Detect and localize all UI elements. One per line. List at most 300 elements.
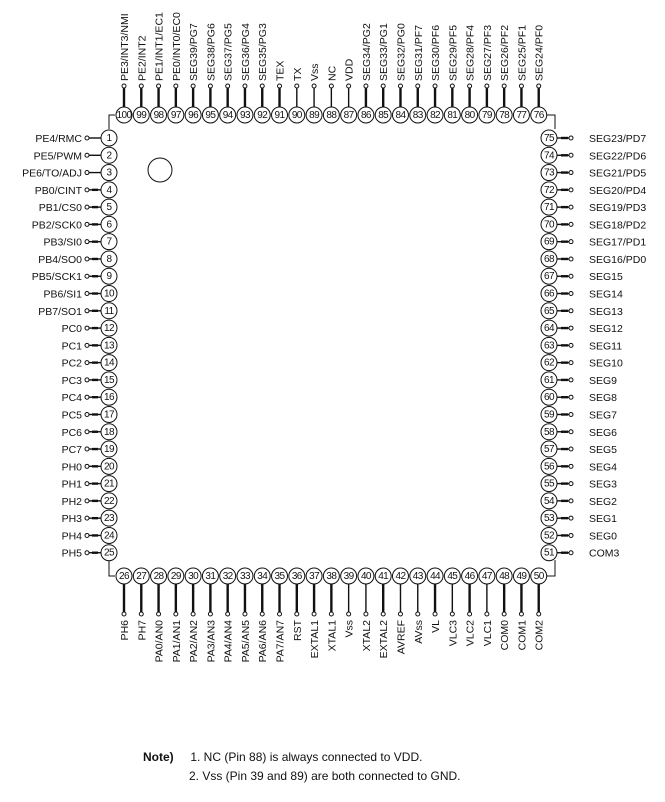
pin-terminal <box>468 612 472 616</box>
pin-number: 90 <box>291 110 302 121</box>
pin-38 <box>323 568 339 651</box>
pin-7 <box>43 234 117 250</box>
pin-terminal <box>278 612 282 616</box>
pin-94 <box>220 23 236 123</box>
pin-100 <box>116 13 132 123</box>
pin-label: PE4/RMC <box>35 133 82 145</box>
pin-13 <box>62 337 117 353</box>
pin-number: 38 <box>326 571 337 582</box>
pin-label: PH7 <box>136 620 149 641</box>
pin-label: PC2 <box>61 357 82 370</box>
pin-4 <box>35 182 117 198</box>
pin-label: XTAL2 <box>360 620 373 652</box>
pin-terminal <box>537 612 541 616</box>
pin-2 <box>34 147 117 163</box>
pin-number: 12 <box>104 323 114 335</box>
pin-number: 53 <box>544 513 554 525</box>
pin-20 <box>62 458 117 474</box>
pin-label: SEG30/PF6 <box>430 24 443 81</box>
pin-46 <box>462 568 478 646</box>
pin-93 <box>237 23 253 123</box>
pin-label: PB2/SCK0 <box>31 219 82 232</box>
pin-label: PB7/SO1 <box>38 305 82 318</box>
pin-terminal <box>226 84 230 88</box>
pin-label: SEG9 <box>589 374 618 387</box>
pin-65 <box>541 303 623 319</box>
pin-67 <box>541 268 623 284</box>
pin-label: SEG37/PG5 <box>222 23 235 81</box>
chip-outline-top-right <box>547 115 555 129</box>
pin-73 <box>541 165 646 181</box>
pin-90 <box>289 68 305 123</box>
pin-label: PA6/AN6 <box>257 620 270 663</box>
pin-label: PC5 <box>61 409 82 422</box>
pin-terminal <box>85 326 89 330</box>
pin-number: 95 <box>205 110 216 121</box>
pin-label: SEG24/PF0 <box>533 24 546 81</box>
pin-number: 43 <box>412 571 423 582</box>
pin-terminal <box>85 361 89 365</box>
pin-30 <box>185 568 201 662</box>
pin-number: 3 <box>106 167 112 179</box>
pin-69 <box>541 234 646 250</box>
pin-75 <box>541 130 646 146</box>
pin-terminal <box>139 84 143 88</box>
pin-17 <box>62 406 117 422</box>
pin-number: 65 <box>544 305 554 317</box>
pin-10 <box>43 286 117 302</box>
pin-45 <box>444 568 460 646</box>
pin-number: 54 <box>544 495 554 507</box>
pin-label: COM0 <box>499 620 512 651</box>
pin-76 <box>531 25 547 123</box>
pin-number: 6 <box>106 219 112 231</box>
pin-number: 82 <box>430 110 441 121</box>
pin-number: 36 <box>291 571 302 582</box>
pin-terminal <box>569 447 573 451</box>
pin-terminal <box>450 612 454 616</box>
pin-terminal <box>122 84 126 88</box>
pin-number: 68 <box>544 253 554 265</box>
pin-86 <box>358 23 374 123</box>
pin-terminal <box>208 84 212 88</box>
pin-label: PA1/AN1 <box>170 620 183 663</box>
pin-number: 84 <box>395 110 406 121</box>
pin-terminal <box>85 222 89 226</box>
pin-terminal <box>85 430 89 434</box>
pin-78 <box>496 25 512 123</box>
pin-number: 21 <box>104 478 114 490</box>
pin-terminal <box>139 612 143 616</box>
pin-77 <box>513 25 529 123</box>
pin-label: RST <box>291 620 304 641</box>
pin-number: 70 <box>544 219 554 231</box>
pin-39 <box>341 568 357 638</box>
pin-57 <box>541 441 617 457</box>
pin-number: 27 <box>136 571 147 582</box>
pin-number: 60 <box>544 392 554 404</box>
pin-number: 16 <box>104 392 114 404</box>
pin-terminal <box>485 612 489 616</box>
pin-number: 83 <box>412 110 423 121</box>
pin-terminal <box>122 612 126 616</box>
pin-terminal <box>85 292 89 296</box>
pin-48 <box>496 568 512 650</box>
pin-terminal <box>569 326 573 330</box>
pin-terminal <box>569 551 573 555</box>
pin-number: 20 <box>104 461 114 473</box>
pin-number: 8 <box>106 253 112 265</box>
pin-71 <box>541 199 646 215</box>
pin-terminal <box>485 84 489 88</box>
pin-terminal <box>191 84 195 88</box>
pin-number: 15 <box>104 374 114 386</box>
pin-label: PH6 <box>119 620 131 641</box>
pin-label: PA2/AN2 <box>188 620 201 663</box>
pin-number: 14 <box>104 357 114 369</box>
pin-terminal <box>85 499 89 503</box>
pin-56 <box>541 458 617 474</box>
pin-47 <box>479 568 495 646</box>
pin-terminal <box>85 412 89 416</box>
pin-label: SEG4 <box>589 461 618 474</box>
pin-number: 57 <box>544 444 554 456</box>
pin-terminal <box>312 84 316 88</box>
pin-terminal <box>226 612 230 616</box>
note-block <box>143 748 461 786</box>
pin-21 <box>62 476 117 492</box>
pin-label: SEG12 <box>589 323 623 336</box>
right-pin-column <box>541 130 646 561</box>
pin-terminal <box>569 171 573 175</box>
pin-terminal <box>364 612 368 616</box>
pin-18 <box>62 424 117 440</box>
pin-label: PC7 <box>61 444 82 457</box>
pin-53 <box>541 510 617 526</box>
pin-terminal <box>569 292 573 296</box>
pin-label: SEG5 <box>589 444 618 457</box>
pin-72 <box>541 182 646 198</box>
pin-terminal <box>295 84 299 88</box>
pin-label: PB3/SI0 <box>43 236 82 249</box>
pin-label: VLC1 <box>481 620 494 647</box>
pin-number: 10 <box>104 288 114 300</box>
pin-terminal <box>502 612 506 616</box>
pin-terminal <box>502 84 506 88</box>
pin-label: VL <box>430 620 443 633</box>
pin-terminal <box>85 378 89 382</box>
pin-label: SEG7 <box>589 409 618 422</box>
pin-36 <box>289 568 305 641</box>
pin1-orientation-marker <box>148 158 172 182</box>
pin-number: 81 <box>447 110 458 121</box>
pin-terminal <box>85 240 89 244</box>
pin-terminal <box>85 533 89 537</box>
pin-label: PH0 <box>61 461 82 474</box>
pin-label: PB6/SI1 <box>43 288 82 301</box>
pin-23 <box>62 510 117 526</box>
pin-number: 32 <box>222 571 233 582</box>
pin-44 <box>427 568 443 633</box>
pin-66 <box>541 286 623 302</box>
pin-42 <box>392 568 408 654</box>
pin-number: 94 <box>222 110 233 121</box>
pin-number: 86 <box>360 110 371 121</box>
pin-label: AVREF <box>395 620 408 655</box>
pin-64 <box>541 320 623 336</box>
pin-40 <box>358 568 374 651</box>
pin-number: 96 <box>188 110 199 121</box>
pin-terminal <box>569 499 573 503</box>
pin-label: PC1 <box>61 340 82 353</box>
pin-label: SEG0 <box>589 530 618 543</box>
pin-label: SEG32/PG0 <box>395 23 408 81</box>
pin-label: SEG31/PF7 <box>412 24 425 81</box>
pin-54 <box>541 493 617 509</box>
pin-number: 2 <box>106 150 112 162</box>
pin-terminal <box>416 612 420 616</box>
pin-label: SEG8 <box>589 392 618 405</box>
pin-28 <box>151 568 167 662</box>
pin-terminal <box>450 84 454 88</box>
pin-number: 33 <box>239 571 250 582</box>
pin-terminal <box>569 240 573 244</box>
pin-label: COM1 <box>516 620 529 651</box>
pin-1 <box>35 130 117 146</box>
pin-terminal <box>312 612 316 616</box>
pin-number: 37 <box>309 571 320 582</box>
pin-terminal <box>569 361 573 365</box>
pin-51 <box>541 545 619 561</box>
pin-label: SEG34/PG2 <box>360 23 373 81</box>
pin-label: PE6/TO/ADJ <box>22 167 82 180</box>
pin-terminal <box>174 84 178 88</box>
pin-99 <box>133 35 149 123</box>
pin-label: PB0/CINT <box>34 184 82 197</box>
pin-terminal <box>174 612 178 616</box>
note-item-2: 2. Vss (Pin 39 and 89) are both connected to GND. <box>189 769 461 783</box>
pin-number: 18 <box>104 426 114 438</box>
left-pin-column <box>22 130 117 561</box>
pin-number: 40 <box>360 571 371 582</box>
pin-terminal <box>260 84 264 88</box>
pin-number: 55 <box>544 478 554 490</box>
chip-outline-bottom-right <box>547 560 555 576</box>
pin-number: 64 <box>544 323 554 335</box>
pin-27 <box>133 568 149 640</box>
pin-25 <box>62 545 117 561</box>
pin-terminal <box>569 395 573 399</box>
pin-terminal <box>278 84 282 88</box>
pin-label: SEG33/PG1 <box>378 23 391 81</box>
pin-55 <box>541 476 617 492</box>
pin-number: 44 <box>430 571 441 582</box>
pin-number: 11 <box>104 305 114 317</box>
pin-number: 48 <box>499 571 510 582</box>
pin-number: 67 <box>544 271 554 283</box>
pin-32 <box>220 568 236 662</box>
pin-9 <box>32 268 117 284</box>
pin-label: PH2 <box>61 495 82 508</box>
pin-number: 22 <box>104 495 114 507</box>
pin-number: 71 <box>544 202 554 214</box>
pin-label: SEG35/PG3 <box>257 23 270 81</box>
pin-number: 49 <box>516 571 527 582</box>
pin-number: 56 <box>544 461 554 473</box>
pin-terminal <box>191 612 195 616</box>
pin-number: 39 <box>343 571 354 582</box>
pin-number: 74 <box>544 150 554 162</box>
pin-label: SEG11 <box>589 340 623 353</box>
pin-number: 13 <box>104 340 114 352</box>
pin-terminal <box>364 84 368 88</box>
pin-50 <box>531 568 547 650</box>
pin-number: 62 <box>544 357 554 369</box>
pin-terminal <box>569 412 573 416</box>
pin-label: SEG29/PF5 <box>447 24 460 81</box>
pin-85 <box>375 23 391 123</box>
pin-number: 26 <box>119 571 129 582</box>
pin-label: EXTAL1 <box>309 620 322 659</box>
pin-label: NC <box>326 65 339 81</box>
note-item-1: 1. NC (Pin 88) is always connected to VDD. <box>190 750 423 764</box>
top-pin-row <box>116 12 547 123</box>
pin-label: SEG17/PD1 <box>589 236 647 249</box>
pin-number: 78 <box>499 110 510 121</box>
pin-label: PE1/INT1/EC1 <box>153 12 166 81</box>
pin-label: SEG26/PF2 <box>499 24 512 81</box>
pin-label: SEG1 <box>589 513 618 526</box>
pin-terminal <box>398 612 402 616</box>
pin-59 <box>541 406 617 422</box>
pin-number: 85 <box>378 110 389 121</box>
pin-label: PA3/AN3 <box>205 620 218 663</box>
pin-label: PH4 <box>61 530 82 543</box>
pin-number: 28 <box>153 571 164 582</box>
pin-number: 17 <box>104 409 114 421</box>
pin-34 <box>254 568 270 662</box>
pin-terminal <box>569 257 573 261</box>
pin-label: VDD <box>343 58 356 81</box>
pin-label: PC6 <box>61 426 82 439</box>
pin-label: EXTAL2 <box>378 620 391 659</box>
pin-terminal <box>433 612 437 616</box>
pin-number: 73 <box>544 167 554 179</box>
pin-84 <box>392 23 408 123</box>
pin-label: Vss <box>343 620 356 638</box>
pin-number: 47 <box>481 571 492 582</box>
pin-label: SEG15 <box>589 271 623 284</box>
pin-terminal <box>398 84 402 88</box>
chip-outline-bottom-left <box>109 560 115 576</box>
pin-terminal <box>569 464 573 468</box>
pin-terminal <box>85 171 89 175</box>
pin-label: PH5 <box>61 547 82 560</box>
pin-number: 46 <box>464 571 475 582</box>
pin-terminal <box>569 309 573 313</box>
pin-number: 98 <box>153 110 164 121</box>
pin-label: SEG14 <box>589 288 623 301</box>
pin-label: SEG39/PG7 <box>188 23 201 81</box>
pin-number: 58 <box>544 426 554 438</box>
pin-label: SEG21/PD5 <box>589 167 647 180</box>
pin-number: 80 <box>464 110 475 121</box>
pin-62 <box>541 355 623 371</box>
pin-74 <box>541 147 646 163</box>
pin-19 <box>62 441 117 457</box>
pin-label: VLC2 <box>464 620 477 647</box>
pin-12 <box>62 320 117 336</box>
pin-label: SEG20/PD4 <box>589 184 647 197</box>
pin-label: PB1/CS0 <box>38 202 82 215</box>
pin-6 <box>32 216 117 232</box>
pin-number: 88 <box>326 110 337 121</box>
pin-label: PA7/AN7 <box>274 620 287 663</box>
pin-number: 42 <box>395 571 406 582</box>
pin-number: 69 <box>544 236 554 248</box>
pin-label: SEG36/PG4 <box>239 23 252 81</box>
pin-label: SEG19/PD3 <box>589 202 647 215</box>
pin-63 <box>541 337 622 353</box>
pin-number: 1 <box>106 133 112 144</box>
pin-number: 34 <box>257 571 268 582</box>
pin-83 <box>410 25 426 123</box>
pin-terminal <box>85 309 89 313</box>
pin-number: 52 <box>544 530 554 542</box>
pin-61 <box>541 372 617 388</box>
pin-number: 59 <box>544 409 554 421</box>
pin-label: COM2 <box>533 620 546 651</box>
pin-22 <box>62 493 117 509</box>
pin-label: PH1 <box>61 478 82 491</box>
pin-terminal <box>569 188 573 192</box>
pin-58 <box>541 424 617 440</box>
pin-79 <box>479 25 495 123</box>
pin-terminal <box>85 153 89 157</box>
pin-label: PC4 <box>61 392 82 405</box>
pin-label: PC0 <box>61 323 82 336</box>
pin-terminal <box>537 84 541 88</box>
pin-number: 97 <box>170 110 181 121</box>
pin-68 <box>541 251 646 267</box>
pin-terminal <box>381 612 385 616</box>
pin-number: 76 <box>533 110 544 121</box>
pin-terminal <box>157 84 161 88</box>
pin-number: 7 <box>106 236 112 248</box>
pin-number: 91 <box>274 110 285 121</box>
pin-number: 4 <box>106 184 112 196</box>
pin-91 <box>272 61 288 123</box>
pin-terminal <box>85 464 89 468</box>
pin-label: SEG3 <box>589 478 618 491</box>
pin-label: PA4/AN4 <box>222 620 235 663</box>
pin-terminal <box>85 188 89 192</box>
pin-15 <box>62 372 117 388</box>
pin-number: 25 <box>104 547 114 559</box>
pin-number: 89 <box>309 110 320 121</box>
pin-terminal <box>569 205 573 209</box>
pin-terminal <box>85 257 89 261</box>
pin-terminal <box>85 551 89 555</box>
pin-terminal <box>416 84 420 88</box>
pin-97 <box>168 12 184 123</box>
pin-number: 100 <box>116 110 132 121</box>
pin-number: 66 <box>544 288 554 300</box>
pin-label: SEG38/PG6 <box>205 23 218 81</box>
pin-11 <box>38 303 117 319</box>
pin-terminal <box>433 84 437 88</box>
pin-89 <box>306 63 322 123</box>
